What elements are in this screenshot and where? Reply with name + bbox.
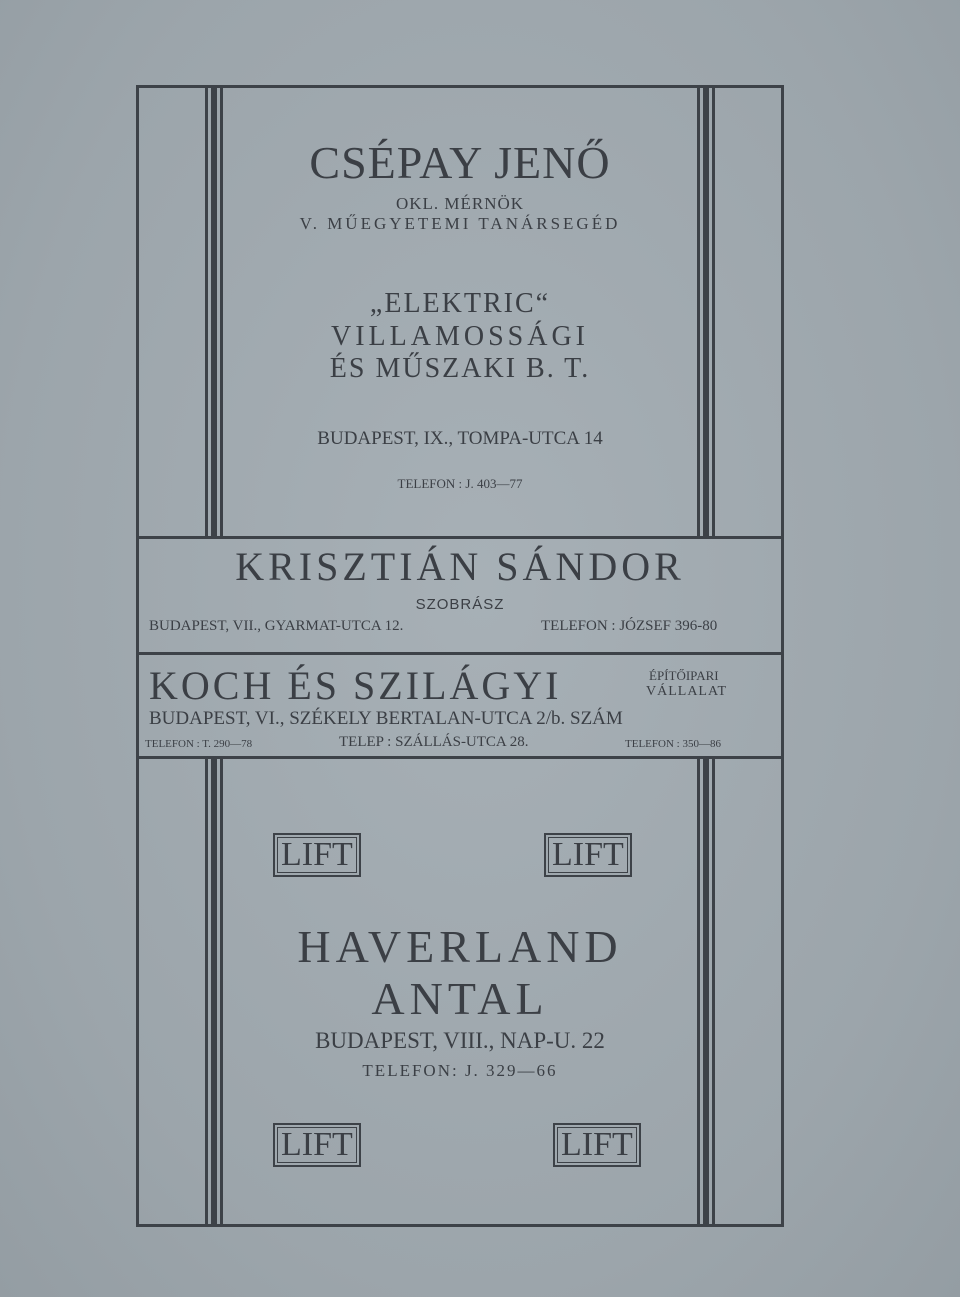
lift-sign-top-left: LIFT (273, 833, 361, 877)
ad2-name: KRISZTIÁN SÁNDOR (235, 544, 685, 589)
ad3-phone1: TELEFON : T. 290—78 (145, 738, 253, 750)
ad2-phone: TELEFON : JÓZSEF 396-80 (541, 618, 718, 634)
ad1-company-l2: VILLAMOSSÁGI (331, 321, 589, 352)
ad4-phone: TELEFON: J. 329—66 (362, 1061, 558, 1080)
ad3-tag1: ÉPÍTŐIPARI (649, 668, 719, 683)
ad1-company-l1: „ELEKTRIC“ (369, 288, 551, 319)
ad2-role: SZOBRÁSZ (415, 596, 505, 613)
ad3-phone2: TELEFON : 350—86 (625, 738, 721, 750)
ad4-name-l1: HAVERLAND (297, 921, 623, 972)
ad1-line2: V. MŰEGYETEMI TANÁRSEGÉD (299, 214, 621, 233)
ad2-address: BUDAPEST, VII., GYARMAT-UTCA 12. (149, 618, 404, 634)
ad1-line1: OKL. MÉRNÖK (395, 194, 525, 213)
lift-sign-bottom-left: LIFT (273, 1123, 361, 1167)
ad4-name-l2: ANTAL (371, 973, 549, 1024)
ad3-address: BUDAPEST, VI., SZÉKELY BERTALAN-UTCA 2/b. SZÁM (149, 708, 623, 729)
advertisement-frame (136, 85, 784, 1227)
divider-2 (136, 652, 784, 655)
ad3-tag2: VÁLLALAT (646, 684, 728, 699)
ad3-site: TELEP : SZÁLLÁS-UTCA 28. (339, 734, 529, 750)
ad1-name: CSÉPAY JENŐ (309, 137, 611, 188)
divider-1 (136, 536, 784, 539)
ad1-company-l3: ÉS MŰSZAKI B. T. (329, 353, 591, 384)
divider-3 (136, 756, 784, 759)
ad1-phone: TELEFON : J. 403—77 (397, 476, 523, 491)
lift-sign-bottom-right: LIFT (553, 1123, 641, 1167)
ad1-address: BUDAPEST, IX., TOMPA-UTCA 14 (317, 428, 603, 449)
ad3-name: KOCH ÉS SZILÁGYI (149, 663, 562, 708)
ad4-address: BUDAPEST, VIII., NAP-U. 22 (315, 1028, 605, 1053)
lift-sign-top-right: LIFT (544, 833, 632, 877)
